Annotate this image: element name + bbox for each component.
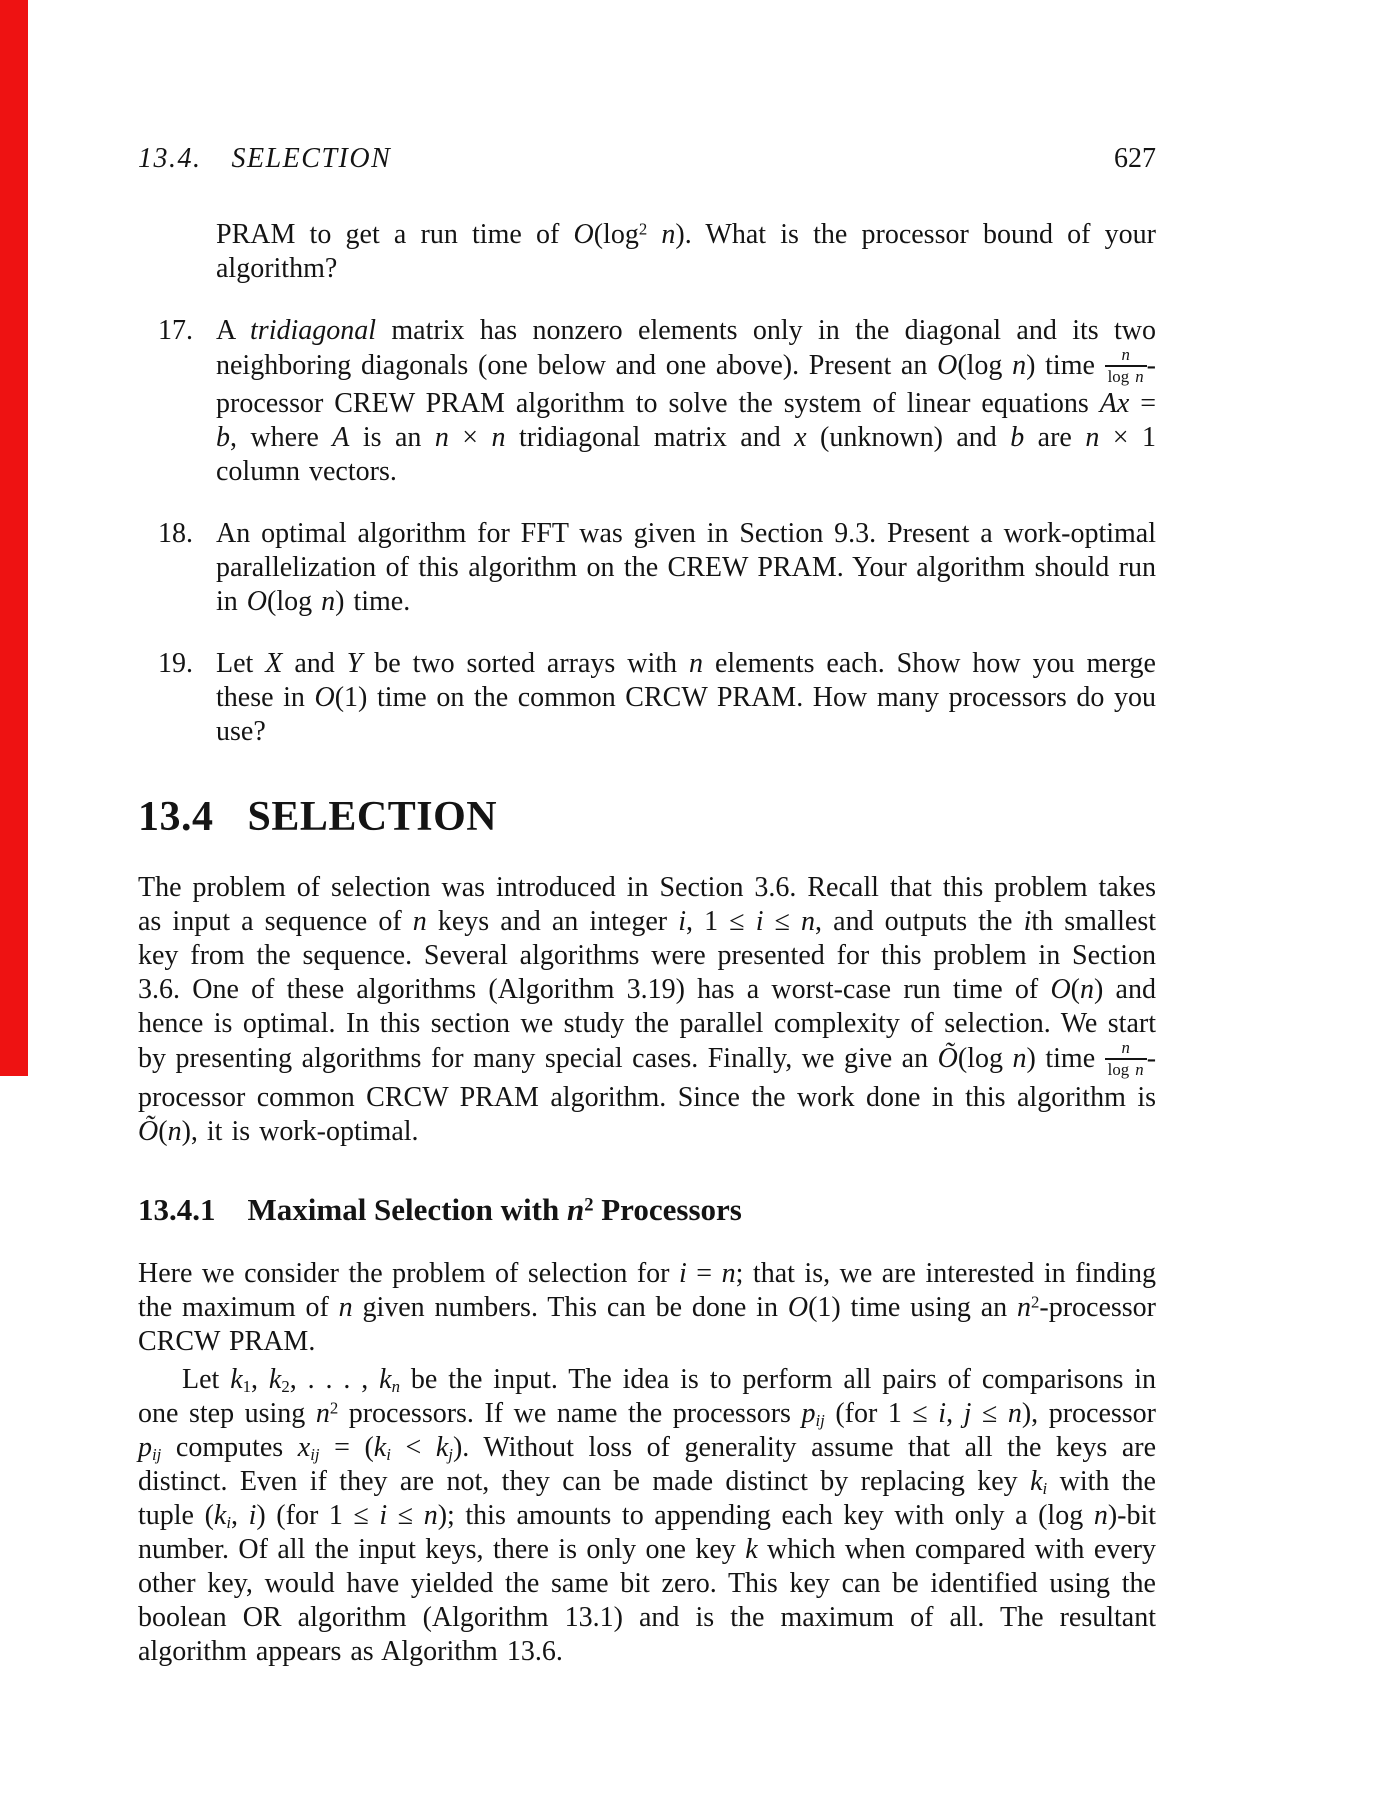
section-heading [138, 793, 1156, 841]
exercise-item-19 [138, 647, 1156, 749]
subsection-heading [138, 1191, 1156, 1229]
scan-edge-bar [0, 0, 28, 1076]
running-head [138, 142, 1156, 176]
subsection-paragraph-1: Here we consider the problem of selection for i = n; that is, we are interested in finding the maximum of n given numbers. This can be done in O(1) time using an $n^2$-processor CRCW PRAM. [138, 1257, 1156, 1357]
exercise-text: A tridiagonal matrix has nonzero elements only in the diagonal and its two neighboring diagonals (one below and one above). Present an O(log n) time $\frac{n}{\text{log n}}$ -processor CREW PRAM algorithm to solve the system of linear equations Ax = b, where A is an n × n tridiagonal matrix and x (unknown) and b are n × 1 column vectors. [216, 315, 1157, 488]
running-head-left [138, 142, 391, 176]
page-content [138, 142, 1156, 1669]
exercise-text: An optimal algorithm for FFT was given in Section 9.3. Present a work-optimal parallelization of this algorithm on the CREW PRAM. Your algorithm should run in O(log n) time. [216, 518, 1156, 618]
exercise-number: 17. [158, 315, 193, 346]
running-head-section-number: 13.4. [138, 143, 202, 174]
exercise-item-18 [138, 517, 1156, 619]
subsection-paragraph-2: Let $k_1$, $k_2$, . . . , $k_n$ be the input. The idea is to perform all pairs of comparisons in one step using $n^2$ processors. If we name the processors $p_{ij}$ (for 1 ≤ i, j ≤ n), processor $p_{ij}$ computes $x_{ij} = (k_i < k_j)$. Without loss of generality assume that all the keys are distinct. Even if they are not, they can be made distinct by replacing key $k_i$ with the tuple ($k_i$, i) (for 1 ≤ i ≤ n); this amounts to appending each key with only a (log n)-bit number. Of all the input keys, there is only one key k which when compared with every other key, would have yielded the same bit zero. This key can be identified using the boolean OR algorithm (Algorithm 13.1) and is the maximum of all. The resultant algorithm appears as Algorithm 13.6. [138, 1363, 1157, 1667]
exercise-number: 18. [158, 518, 193, 550]
section-intro-paragraph: The problem of selection was introduced in Section 3.6. Recall that this problem takes as input a sequence of n keys and an integer i, 1 ≤ i ≤ n, and outputs the ith smallest key from the sequence. Several algorithms were presented for this problem in Section 3.6. One of these algorithms (Algorithm 3.19) has a worst-case run time of O(n) and hence is optimal. In this section we study the parallel complexity of selection. We start by presenting algorithms for many special cases. Finally, we give an Õ(log n) time $\frac{n}{\text{log n}}$ -processor common CRCW PRAM algorithm. Since the work done in this algorithm is Õ(n), it is work-optimal. [138, 872, 1157, 1147]
section-title: SELECTION [247, 794, 498, 841]
running-head-section-title: SELECTION [231, 143, 392, 174]
exercise-item-17 [138, 314, 1156, 489]
page-number: 627 [1114, 143, 1156, 174]
exercise-text: Let X and Y be two sorted arrays with n elements each. Show how you merge these in O(1) time on the common CRCW PRAM. How many processors do you use? [216, 648, 1157, 748]
subsection-number: 13.4.1 [138, 1191, 216, 1227]
exercise-16-continuation: PRAM to get a run time of $O(\log^2$ n). What is the processor bound of your algorithm? [216, 219, 1157, 284]
section-number: 13.4 [138, 794, 214, 841]
subsection-title: Maximal Selection with $n^2$ Processors [247, 1191, 742, 1227]
exercise-number: 19. [158, 648, 193, 680]
